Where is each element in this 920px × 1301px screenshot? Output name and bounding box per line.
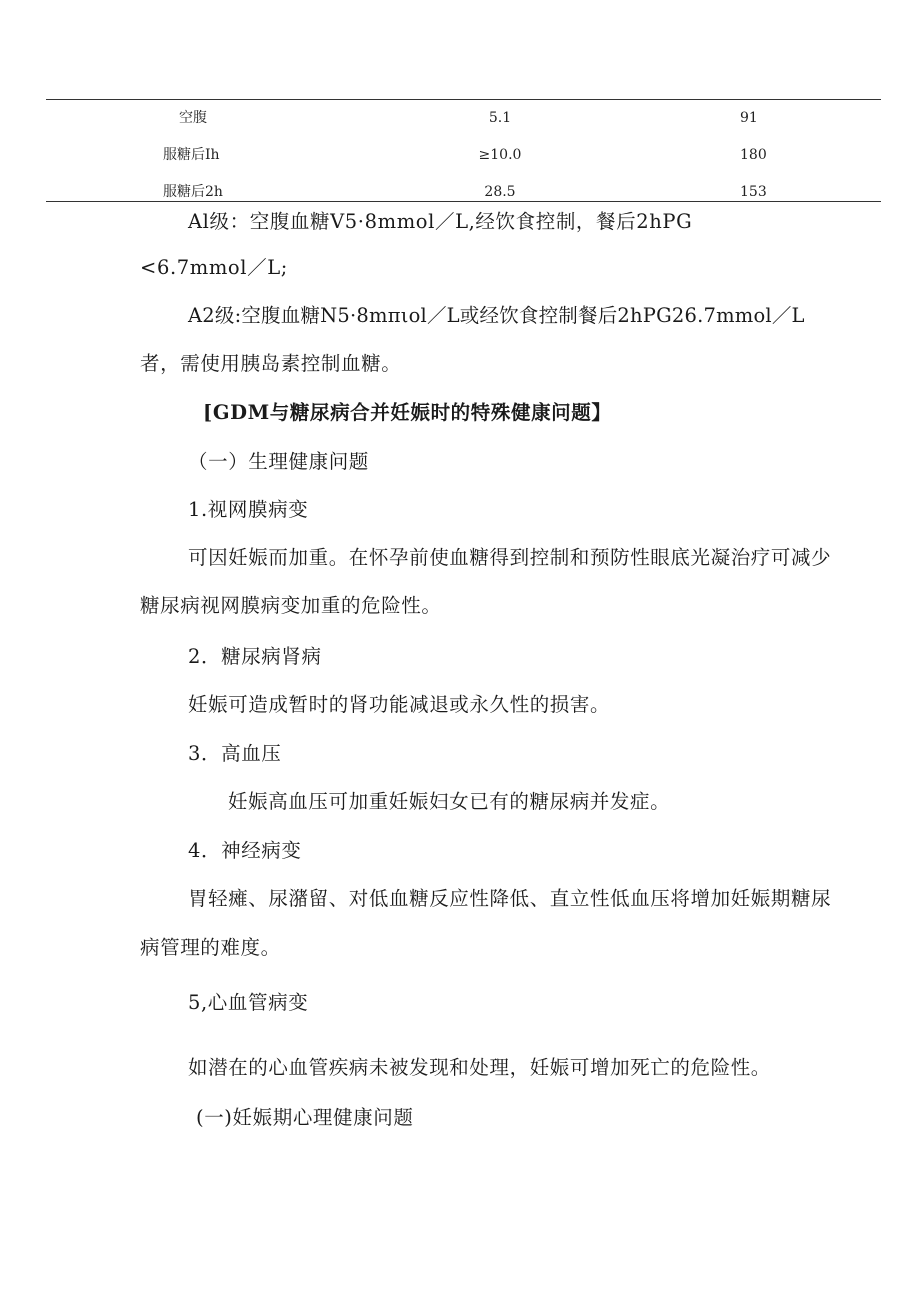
table-cell-label: 服糖后Ih: [163, 147, 220, 163]
a2-criteria-line2: 者，需使用胰岛素控制血糖。: [140, 352, 402, 375]
table-cell-mmol: 28.5: [484, 184, 516, 200]
section-heading: [GDM与糖尿病合并妊娠时的特殊健康问题】: [203, 401, 612, 424]
item4-text-line1: 胃轻瘫、尿潴留、对低血糖反应性降低、直立性低血压将增加妊娠期糖尿: [188, 887, 832, 910]
table-cell-label: 服糖后2h: [163, 184, 223, 200]
item1-text-line1: 可因妊娠而加重。在怀孕前使血糖得到控制和预防性眼底光凝治疗可减少: [188, 546, 832, 569]
subsection-heading-physiological: （一）生理健康问题: [188, 450, 369, 473]
item2-title: 2．糖尿病肾病: [188, 645, 322, 668]
item2-text: 妊娠可造成暂时的肾功能减退或永久性的损害。: [188, 693, 611, 716]
item4-title: 4．神经病变: [188, 839, 302, 862]
item3-title: 3．高血压: [188, 742, 282, 765]
table-cell-mgdl: 91: [740, 110, 758, 126]
item5-title: 5,心血管病变: [188, 991, 309, 1014]
table-top-rule: [46, 99, 881, 100]
a1-criteria-line2: <6.7mmol／L;: [140, 256, 288, 279]
item3-text: 妊娠高血压可加重妊娠妇女已有的糖尿病并发症。: [228, 790, 671, 813]
table-cell-label: 空腹: [179, 110, 207, 126]
table-bottom-rule: [46, 201, 881, 202]
table-cell-mgdl: 153: [740, 184, 767, 200]
table-cell-mmol: 5.1: [488, 110, 512, 126]
item1-text-line2: 糖尿病视网膜病变加重的危险性。: [140, 594, 442, 617]
subsection-heading-psychological: (一)妊娠期心理健康问题: [196, 1106, 414, 1129]
a2-criteria-line1: A2级:空腹血糖N5·8mπιol／L或经饮食控制餐后2hPG26.7mmol／L: [188, 304, 805, 327]
table-cell-mmol: ≥10.0: [478, 147, 522, 163]
item1-title: 1.视网膜病变: [188, 498, 309, 521]
a1-criteria-line1: Al级：空腹血糖V5·8mmol／L,经饮食控制，餐后2hPG: [188, 210, 693, 233]
item4-text-line2: 病管理的难度。: [140, 936, 281, 959]
item5-text: 如潜在的心血管疾病未被发现和处理，妊娠可增加死亡的危险性。: [188, 1056, 771, 1079]
table-cell-mgdl: 180: [740, 147, 767, 163]
